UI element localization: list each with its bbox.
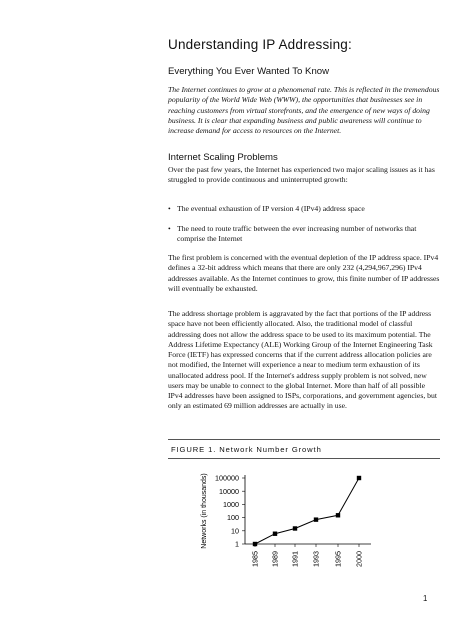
data-point-marker	[253, 542, 257, 546]
body-paragraph-1: Over the past few years, the Internet has experienced two major scaling issues as it has struggled to provide continuous and uninterrupted growth:	[168, 165, 435, 185]
x-tick-label: 1985	[250, 551, 260, 567]
x-tick-label: 1991	[290, 551, 300, 567]
bullet-item-1	[168, 204, 440, 214]
x-tick-label: 1989	[270, 551, 280, 567]
data-point-marker	[357, 476, 361, 480]
network-growth-chart	[195, 465, 385, 580]
body-paragraph-2: The first problem is concerned with the eventual depletion of the IP address space. IPv4 defines a 32-bit address which means that there are only 232 (4,294,967,296) IPv4 addresses available. As the Internet continues to grow, this finite number of IP addresses will eventually be exhausted.	[168, 253, 440, 293]
x-tick-label: 1995	[333, 551, 343, 567]
data-point-marker	[314, 517, 318, 521]
bullet-item-2	[168, 224, 440, 245]
bullet-marker: •	[168, 224, 171, 233]
page-number: 1	[423, 594, 428, 603]
data-point-marker	[293, 526, 297, 530]
section-heading: Internet Scaling Problems	[168, 152, 278, 163]
series-line	[255, 478, 359, 544]
x-tick-label: 1993	[311, 551, 321, 567]
intro-paragraph: The Internet continues to grow at a phenomenal rate. This is reflected in the tremendous popularity of the World Wide Web (WWW), the opportunities that businesses see in reaching customers from virtual storefronts, and the emergence of new ways of doing business. It is clear that expanding business and public awareness will continue to increase demand for access to resources on the Internet.	[168, 85, 440, 135]
y-tick-label: 100	[227, 513, 239, 523]
y-tick-label: 1	[235, 539, 239, 549]
y-tick-label: 1000	[223, 500, 239, 509]
y-tick-label: 10000	[219, 486, 239, 496]
bullet-text: The eventual exhaustion of IP version 4 (IPv4) address space	[177, 204, 365, 213]
bullet-text: The need to route traffic between the ever increasing number of networks that comprise the Internet	[177, 224, 417, 244]
y-tick-label: 100000	[215, 473, 239, 483]
y-axis-label: Networks (in thousands)	[201, 473, 208, 549]
y-tick-label: 10	[231, 526, 239, 536]
figure-caption-bar	[168, 439, 440, 459]
data-point-marker	[273, 532, 277, 536]
data-point-marker	[336, 513, 340, 517]
figure-label: FIGURE 1. Network Number Growth	[171, 445, 322, 454]
document-subtitle: Everything You Ever Wanted To Know	[168, 66, 330, 77]
x-tick-label: 2000	[354, 551, 364, 567]
bullet-marker: •	[168, 204, 171, 213]
body-paragraph-3: The address shortage problem is aggravated by the fact that portions of the IP address space have not been efficiently allocated. Also, the traditional model of classful addressing does not allow the address space to be used to its maximum potential. The Address Lifetime Expectancy (ALE) Working Group of the Internet Engineering Task Force (IETF) has expressed concerns that if the current address allocation policies are not modified, the Internet will experience a near to medium term exhaustion of its unallocated address pool. If the Internet's address supply problem is not solved, new users may be unable to connect to the global Internet. More than half of all possible IPv4 addresses have been assigned to ISPs, corporations, and government agencies, but only an estimated 69 million addresses are actually in use.	[168, 309, 437, 411]
document-title: Understanding IP Addressing:	[168, 37, 352, 52]
